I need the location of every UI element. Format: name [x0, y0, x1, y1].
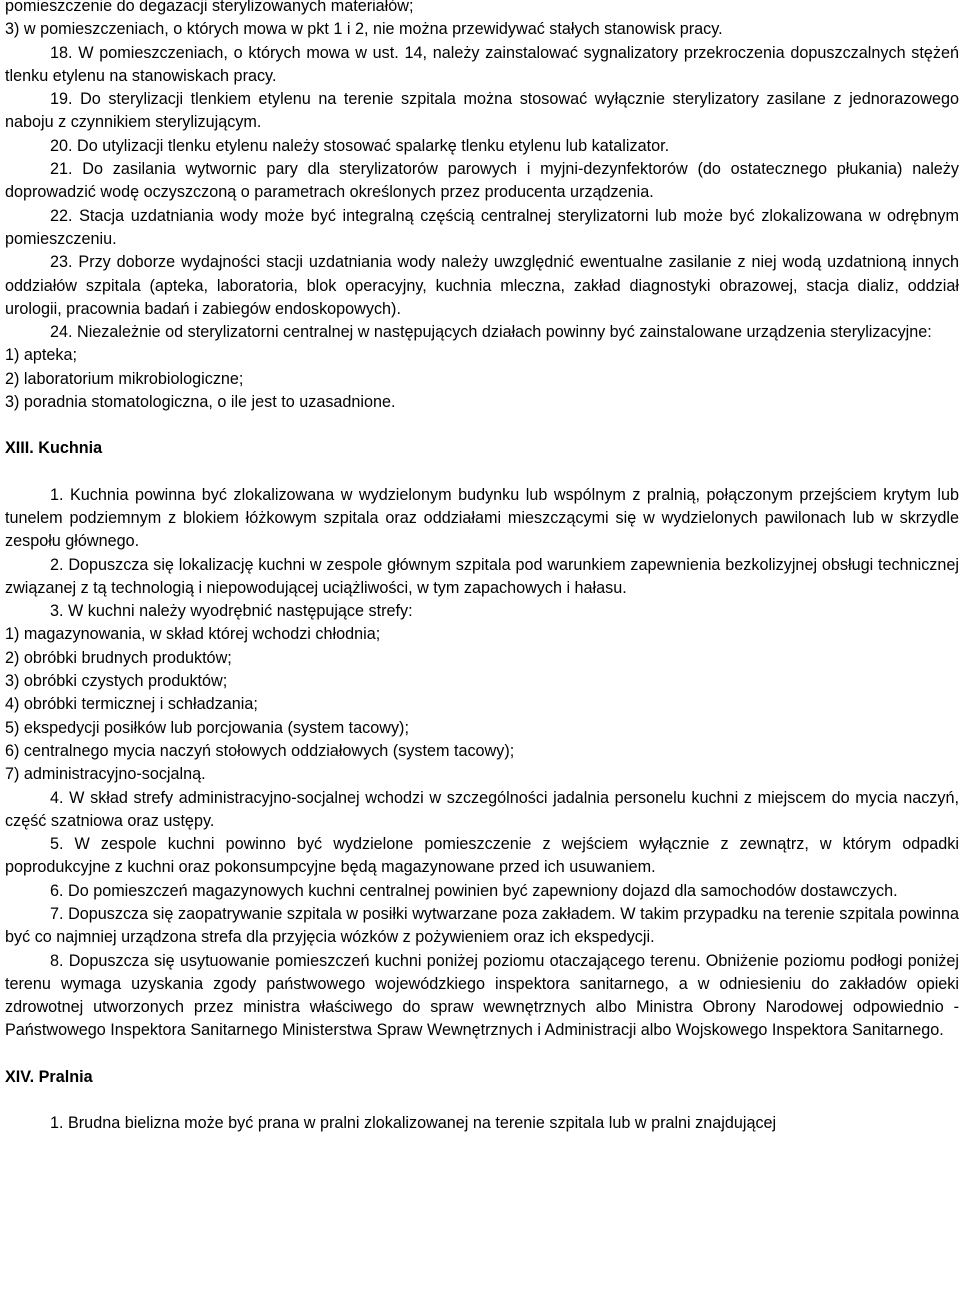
paragraph-24: 24. Niezależnie od sterylizatorni centralnej w następujących działach powinny być zainstalowane urządzenia sterylizacyjne:: [50, 323, 932, 342]
paragraph-23: 23. Przy doborze wydajności stacji uzdatniania wody należy uwzględnić ewentualne zasilanie z niej wodą uzdatnioną innych oddziałów szpitala (apteka, laboratoria, blok operacyjny, kuchnia mleczna, zakład diagnostyki obrazowej, stacja dializ, oddział urologii, pracownia badań i zabiegów endoskopowych).: [5, 253, 959, 318]
paragraph-19: 19. Do sterylizacji tlenkiem etylenu na terenie szpitala można stosować wyłącznie sterylizatory zasilane z jednorazowego naboju z czynnikiem sterylizującym.: [5, 90, 959, 132]
list-item: 7) administracyjno-socjalną.: [5, 765, 206, 784]
list-item: 3) w pomieszczeniach, o których mowa w pkt 1 i 2, nie można przewidywać stałych stanowisk pracy.: [5, 20, 723, 39]
paragraph-continuation: pomieszczenie do degazacji sterylizowanych materiałów;: [5, 0, 414, 15]
paragraph-21: 21. Do zasilania wytwornic pary dla sterylizatorów parowych i myjni-dezynfektorów (do ostatecznego płukania) należy doprowadzić wodę oczyszczoną o parametrach określonych przez producenta urządzenia.: [5, 160, 959, 202]
paragraph-6: 6. Do pomieszczeń magazynowych kuchni centralnej powinien być zapewniony dojazd dla samochodów dostawczych.: [50, 881, 898, 900]
list-item: 6) centralnego mycia naczyń stołowych oddziałowych (system tacowy);: [5, 741, 515, 760]
section-heading-kuchnia: XIII. Kuchnia: [5, 439, 103, 458]
list-item: 3) poradnia stomatologiczna, o ile jest to uzasadnione.: [5, 393, 396, 412]
paragraph-22: 22. Stacja uzdatniania wody może być integralną częścią centralnej sterylizatorni lub może być zlokalizowana w odrębnym pomieszczeniu.: [5, 206, 959, 248]
list-item: 5) ekspedycji posiłków lub porcjowania (system tacowy);: [5, 718, 409, 737]
paragraph-1: 1. Brudna bielizna może być prana w pralni zlokalizowanej na terenie szpitala lub w pralni znajdującej: [50, 1114, 777, 1133]
list-item: 1) apteka;: [5, 346, 77, 365]
paragraph-2: 2. Dopuszcza się lokalizację kuchni w zespole głównym szpitala pod warunkiem zapewnienia bezkolizyjnej obsługi technicznej związanej z tą technologią i niepowodującej uciążliwości, w tym zapachowych i hałasu.: [5, 555, 959, 597]
list-item: 2) obróbki brudnych produktów;: [5, 648, 232, 667]
paragraph-8: 8. Dopuszcza się usytuowanie pomieszczeń kuchni poniżej poziomu otaczającego terenu. Obniżenie poziomu podłogi poniżej terenu wymaga uzyskania zgody państwowego wojewódzkiego inspektora sanitarnego, a w odniesieniu do zakładów opieki zdrowotnej utworzonych przez ministra właściwego do spraw wewnętrznych albo Ministra Obrony Narodowej odpowiednio - Państwowego Inspektora Sanitarnego Ministerstwa Spraw Wewnętrznych i Administracji albo Wojskowego Inspektora Sanitarnego.: [5, 951, 959, 1040]
paragraph-5: 5. W zespole kuchni powinno być wydzielone pomieszczenie z wejściem wyłącznie z zewnątrz, w którym odpadki poprodukcyjne z kuchni oraz pokonsumpcyjne będą magazynowane przed ich usuwaniem.: [5, 835, 959, 877]
paragraph-20: 20. Do utylizacji tlenku etylenu należy stosować spalarkę tlenku etylenu lub katalizator.: [50, 136, 670, 155]
paragraph-3: 3. W kuchni należy wyodrębnić następujące strefy:: [50, 602, 413, 621]
paragraph-18: 18. W pomieszczeniach, o których mowa w ust. 14, należy zainstalować sygnalizatory przekroczenia dopuszczalnych stężeń tlenku etylenu na stanowiskach pracy.: [5, 43, 959, 85]
section-heading-pralnia: XIV. Pralnia: [5, 1067, 93, 1086]
paragraph-1: 1. Kuchnia powinna być zlokalizowana w wydzielonym budynku lub wspólnym z pralnią, połączonym przejściem krytym lub tunelem podziemnym z blokiem łóżkowym szpitala oraz oddziałami mieszczącymi się w wydzielonych pawilonach lub w skrzydle zespołu głównego.: [5, 485, 959, 551]
list-item: 4) obróbki termicznej i schładzania;: [5, 695, 258, 714]
list-item: 2) laboratorium mikrobiologiczne;: [5, 369, 244, 388]
paragraph-7: 7. Dopuszcza się zaopatrywanie szpitala w posiłki wytwarzane poza zakładem. W takim przypadku na terenie szpitala powinna być co najmniej urządzona strefa dla przyjęcia wózków z pożywieniem oraz ich ekspedycji.: [5, 904, 959, 947]
list-item: 3) obróbki czystych produktów;: [5, 672, 228, 691]
list-item: 1) magazynowania, w skład której wchodzi chłodnia;: [5, 625, 381, 644]
document-page: [5, 0, 959, 1135]
paragraph-4: 4. W skład strefy administracyjno-socjalnej wchodzi w szczególności jadalnia personelu kuchni z miejscem do mycia naczyń, część szatniowa oraz ustępy.: [5, 788, 959, 830]
